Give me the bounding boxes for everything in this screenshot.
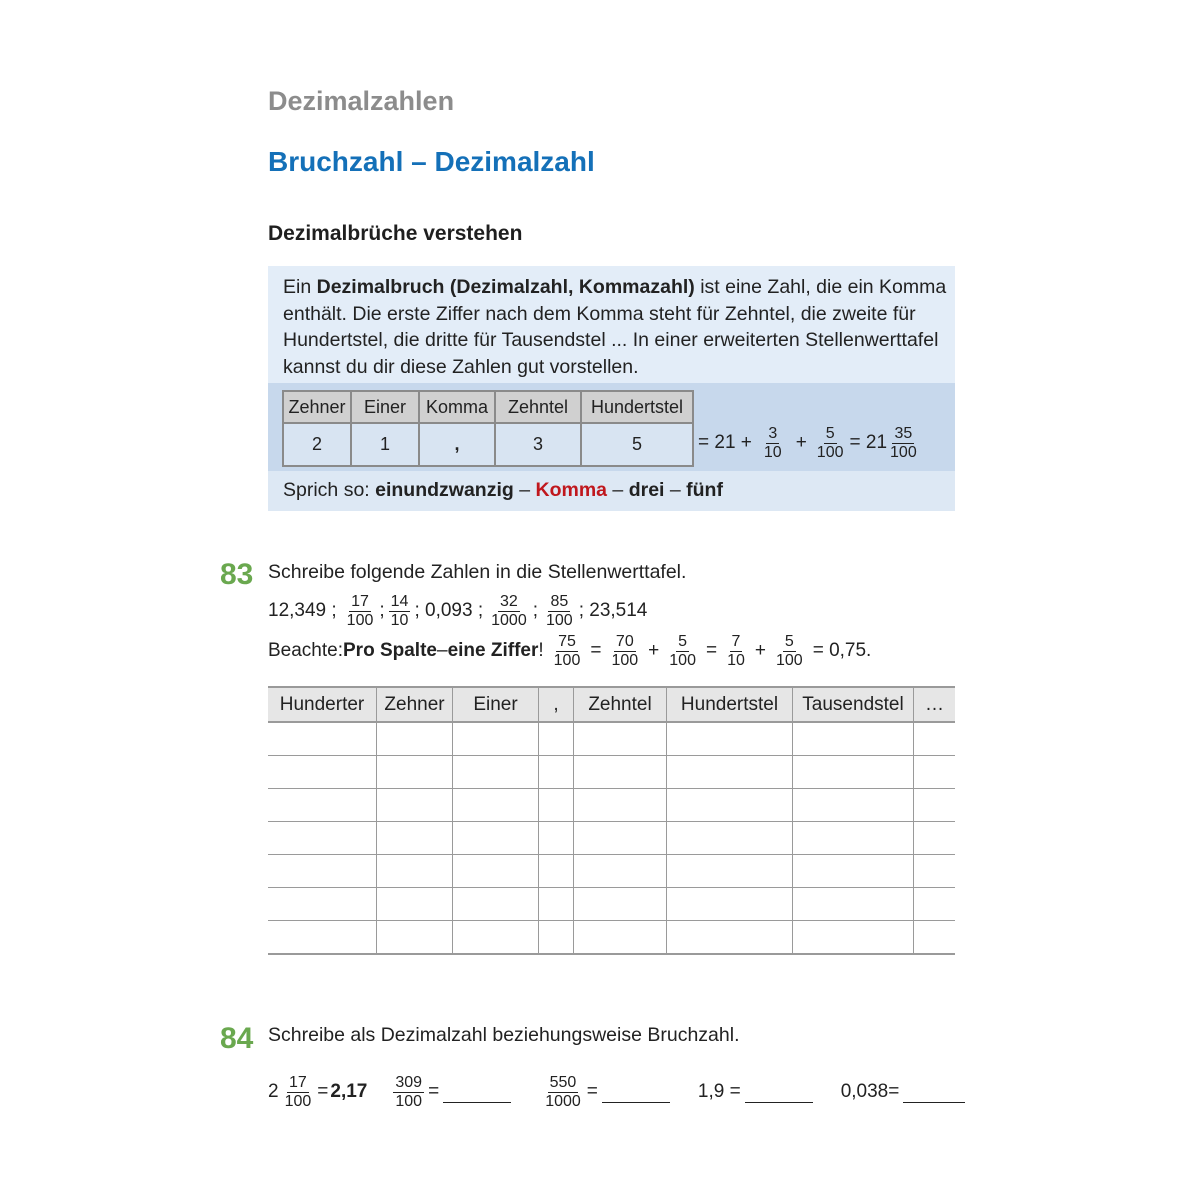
exercise-number-83: 83: [220, 558, 254, 591]
grid-header-komma: ,: [539, 687, 574, 722]
decomposition-equation: = 21 + $\frac{3}{10}$ + $\frac{5}{100}$ = 21 $\frac{35}{100}$: [698, 424, 917, 461]
fraction: $\frac{85}{100}$: [546, 592, 573, 629]
fraction: $\frac{5}{100}$: [816, 424, 844, 461]
grid-header-zehner: Zehner: [377, 687, 453, 722]
fraction: $\frac{32}{1000}$: [491, 592, 527, 629]
info-box: [268, 266, 955, 511]
exercise-83-instruction: Schreibe folgende Zahlen in die Stellenwerttafel.: [268, 561, 687, 583]
grid-row: [268, 921, 955, 955]
fraction: $\frac{17}{100}$: [346, 592, 374, 629]
grid-row: [268, 888, 955, 921]
pv-header-hundertstel: Hundertstel: [581, 391, 693, 423]
grid-row: [268, 756, 955, 789]
grid-header-zehntel: Zehntel: [574, 687, 667, 722]
fraction: $\frac{550}{1000}$: [545, 1073, 581, 1110]
exercise-84-item-3: $\frac{550}{1000}$ =: [539, 1074, 670, 1111]
grid-row: [268, 789, 955, 822]
grid-header-hunderter: Hunderter: [268, 687, 377, 722]
exercise-84-instruction: Schreibe als Dezimalzahl beziehungsweise Bruchzahl.: [268, 1024, 740, 1046]
pv-value-hundertstel: 5: [581, 423, 693, 466]
chapter-title: Dezimalzahlen: [268, 86, 455, 116]
exercise-83-hint: Beachte: Pro Spalte – eine Ziffer ! $\frac{75}{100}$ = $\frac{70}{100}$ + $\frac{5}{100}$ = $\frac{7}{10}$ + $\frac{5}{100}$ = 0,75.: [268, 632, 872, 669]
grid-header-hundertstel: Hundertstel: [667, 687, 793, 722]
fraction: $\frac{14}{10}$: [390, 592, 409, 629]
grid-row: [268, 822, 955, 855]
exercise-84-items: [268, 1070, 965, 1114]
exercise-84-example: 2 $\frac{17}{100}$ = 2,17: [268, 1073, 368, 1110]
answer-blank[interactable]: [443, 1082, 511, 1103]
place-value-grid: [268, 686, 955, 955]
grid-row: [268, 855, 955, 888]
exercise-84-item-4: 1,9 =: [698, 1081, 813, 1103]
grid-row: [268, 722, 955, 756]
exercise-number-84: 84: [220, 1022, 254, 1055]
pv-value-einer: 1: [351, 423, 419, 466]
pv-value-zehntel: 3: [495, 423, 581, 466]
answer-blank[interactable]: [602, 1082, 670, 1103]
pronunciation-line: Sprich so: einundzwanzig – Komma – drei – fünf: [283, 479, 723, 501]
pv-value-komma: ,: [419, 423, 495, 466]
fraction: $\frac{309}{100}$: [395, 1073, 423, 1110]
pv-value-zehner: 2: [283, 423, 351, 466]
place-value-table: [282, 390, 694, 467]
fraction: $\frac{35}{100}$: [890, 424, 917, 461]
answer-blank[interactable]: [745, 1082, 813, 1103]
section-title: Bruchzahl – Dezimalzahl: [268, 146, 595, 177]
fraction: $\frac{5}{100}$: [776, 632, 803, 669]
info-definition-text: Ein Dezimalbruch (Dezimalzahl, Kommazahl) ist eine Zahl, die ein Komma enthält. Die erste Ziffer nach dem Komma steht für Zehntel, die zweite für Hundertstel, die dritte für Tausendstel ... In einer erweiterten Stellenwerttafel kannst du dir diese Zahlen gut vorstellen.: [283, 276, 947, 378]
pv-header-einer: Einer: [351, 391, 419, 423]
fraction: $\frac{3}{10}$: [763, 424, 782, 461]
fraction: $\frac{70}{100}$: [611, 632, 639, 669]
exercise-83-numbers: 12,349 ; $\frac{17}{100}$ ; $\frac{14}{10}$ ; 0,093 ; $\frac{32}{1000}$ ; $\frac{85}{100}$ ; 23,514: [268, 592, 648, 629]
fraction: $\frac{5}{100}$: [669, 632, 696, 669]
fraction: $\frac{7}{10}$: [727, 632, 745, 669]
exercise-84-item-5: 0,038=: [841, 1081, 966, 1103]
grid-header-tausendstel: Tausendstel: [793, 687, 914, 722]
exercise-84-item-2: $\frac{309}{100}$ =: [389, 1074, 511, 1111]
definition-term: Dezimalbruch (Dezimalzahl, Kommazahl): [316, 276, 695, 298]
grid-header-einer: Einer: [453, 687, 539, 722]
answer-blank[interactable]: [903, 1082, 965, 1103]
subsection-title: Dezimalbrüche verstehen: [268, 222, 523, 245]
pv-header-zehntel: Zehntel: [495, 391, 581, 423]
pv-header-komma: Komma: [419, 391, 495, 423]
pv-header-zehner: Zehner: [283, 391, 351, 423]
fraction: $\frac{17}{100}$: [284, 1073, 312, 1110]
grid-header-ellipsis: …: [914, 687, 956, 722]
fraction: $\frac{75}{100}$: [553, 632, 581, 669]
